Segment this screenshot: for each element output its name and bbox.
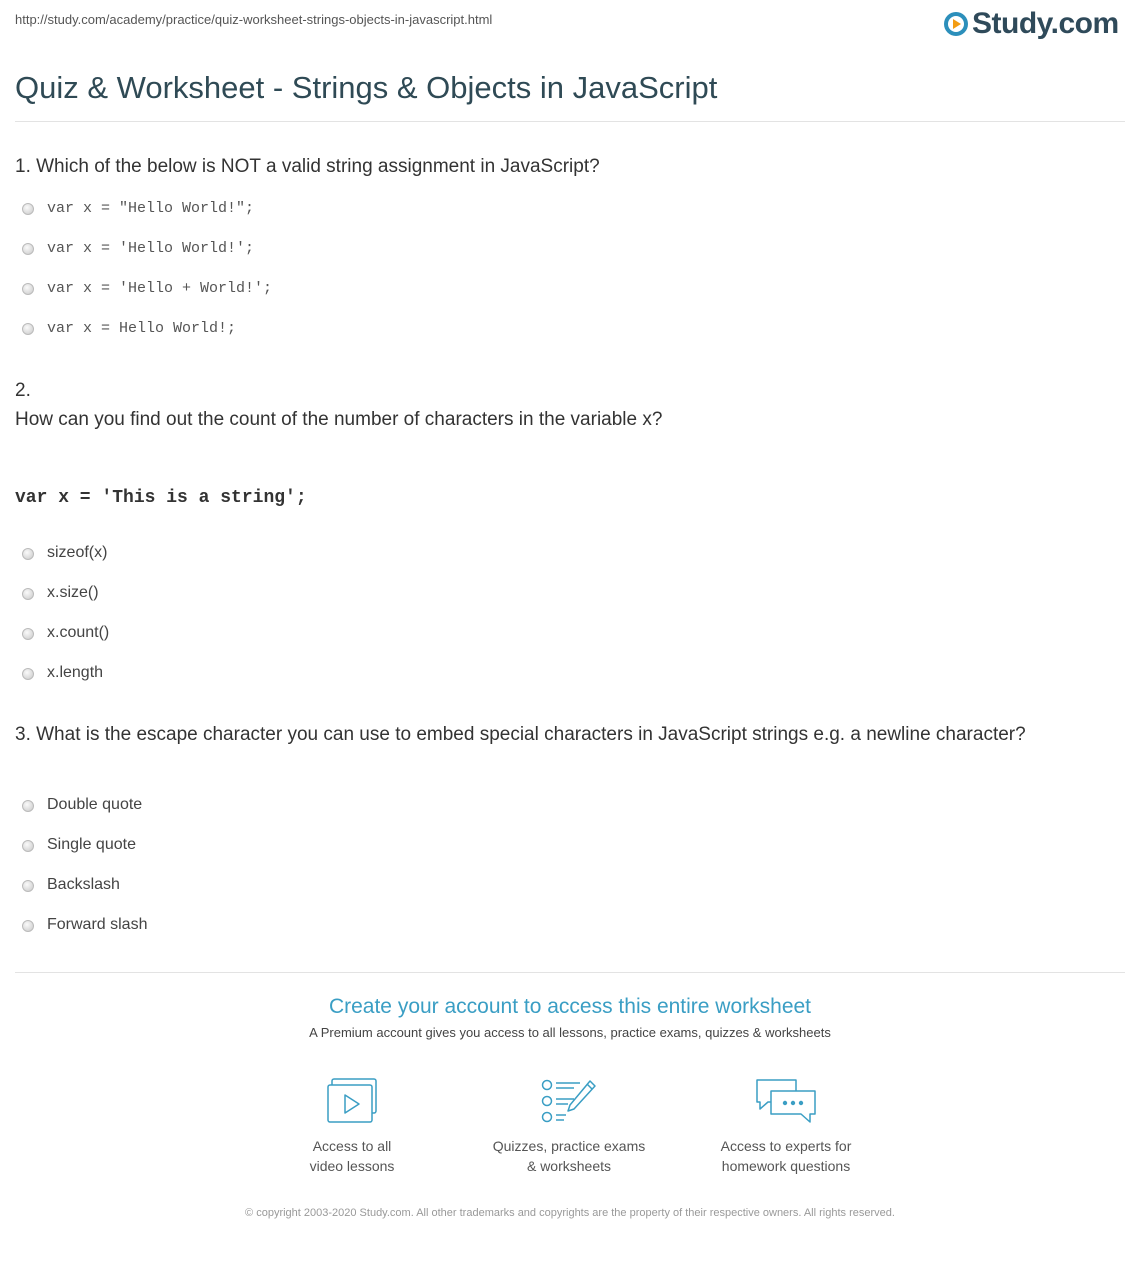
radio-button[interactable] bbox=[22, 323, 34, 335]
option-label: sizeof(x) bbox=[47, 544, 108, 561]
feature-label-line1: Access to all bbox=[312, 1138, 392, 1154]
quiz-checklist-icon bbox=[540, 1078, 598, 1124]
radio-button[interactable] bbox=[22, 283, 34, 295]
logo-text: Study.com bbox=[972, 7, 1119, 40]
option-label: x.count() bbox=[47, 624, 110, 641]
question-2-option-d[interactable] bbox=[22, 662, 103, 684]
option-label: Single quote bbox=[47, 836, 136, 853]
study-logo[interactable] bbox=[944, 6, 1119, 42]
radio-button[interactable] bbox=[22, 243, 34, 255]
question-2-number: 2. bbox=[15, 380, 31, 401]
question-2-title: How can you find out the count of the number of characters in the variable x? bbox=[15, 409, 663, 430]
feature-experts bbox=[686, 1078, 886, 1176]
option-label: Double quote bbox=[47, 796, 143, 813]
video-lesson-icon bbox=[326, 1078, 378, 1124]
feature-video-lessons bbox=[252, 1078, 452, 1176]
radio-button[interactable] bbox=[22, 668, 34, 680]
question-2-option-b[interactable] bbox=[22, 582, 99, 604]
copyright-footer: © copyright 2003-2020 Study.com. All other trademarks and copyrights are the property of their respective owners. All rights reserved. bbox=[245, 1207, 895, 1219]
play-logo-icon bbox=[944, 12, 968, 36]
divider bbox=[15, 121, 1125, 122]
question-3-option-a[interactable] bbox=[22, 794, 142, 816]
page-title: Quiz & Worksheet - Strings & Objects in JavaScript bbox=[15, 70, 718, 105]
question-1-title: 1. Which of the below is NOT a valid string assignment in JavaScript? bbox=[15, 156, 600, 177]
question-3-option-c[interactable] bbox=[22, 874, 120, 896]
option-label: var x = Hello World!; bbox=[47, 319, 237, 337]
radio-button[interactable] bbox=[22, 203, 34, 215]
question-2-option-a[interactable] bbox=[22, 542, 107, 564]
question-1-option-c[interactable] bbox=[22, 277, 272, 299]
radio-button[interactable] bbox=[22, 800, 34, 812]
question-3-title: 3. What is the escape character you can use to embed special characters in JavaScript strings e.g. a newline character? bbox=[15, 724, 1026, 745]
option-label: var x = 'Hello + World!'; bbox=[47, 279, 273, 297]
divider bbox=[15, 972, 1125, 973]
option-label: var x = 'Hello World!'; bbox=[47, 239, 255, 257]
question-3-option-d[interactable] bbox=[22, 914, 147, 936]
option-label: var x = "Hello World!"; bbox=[47, 199, 255, 217]
question-3-option-b[interactable] bbox=[22, 834, 136, 856]
question-1-option-a[interactable] bbox=[22, 197, 254, 219]
option-label: Forward slash bbox=[47, 916, 148, 933]
radio-button[interactable] bbox=[22, 920, 34, 932]
feature-label-line1: Access to experts for bbox=[720, 1138, 852, 1154]
feature-label-line2: video lessons bbox=[309, 1158, 395, 1174]
feature-label-line2: homework questions bbox=[721, 1158, 851, 1174]
page-url[interactable]: http://study.com/academy/practice/quiz-worksheet-strings-objects-in-javascript.html bbox=[15, 12, 493, 27]
feature-quizzes bbox=[469, 1078, 669, 1176]
radio-button[interactable] bbox=[22, 880, 34, 892]
radio-button[interactable] bbox=[22, 840, 34, 852]
radio-button[interactable] bbox=[22, 588, 34, 600]
option-label: x.size() bbox=[47, 584, 99, 601]
option-label: x.length bbox=[47, 664, 104, 681]
create-account-link[interactable]: Create your account to access this entire worksheet bbox=[328, 995, 812, 1018]
radio-button[interactable] bbox=[22, 628, 34, 640]
premium-description: A Premium account gives you access to all lessons, practice exams, quizzes & worksheets bbox=[309, 1025, 831, 1040]
radio-button[interactable] bbox=[22, 548, 34, 560]
option-label: Backslash bbox=[47, 876, 120, 893]
chat-bubbles-icon bbox=[754, 1078, 818, 1124]
question-1-option-d[interactable] bbox=[22, 317, 236, 339]
question-1-option-b[interactable] bbox=[22, 237, 254, 259]
question-2-option-c[interactable] bbox=[22, 622, 109, 644]
question-2-code: var x = 'This is a string'; bbox=[15, 488, 307, 508]
feature-label-line1: Quizzes, practice exams bbox=[492, 1138, 646, 1154]
feature-label-line2: & worksheets bbox=[526, 1158, 612, 1174]
